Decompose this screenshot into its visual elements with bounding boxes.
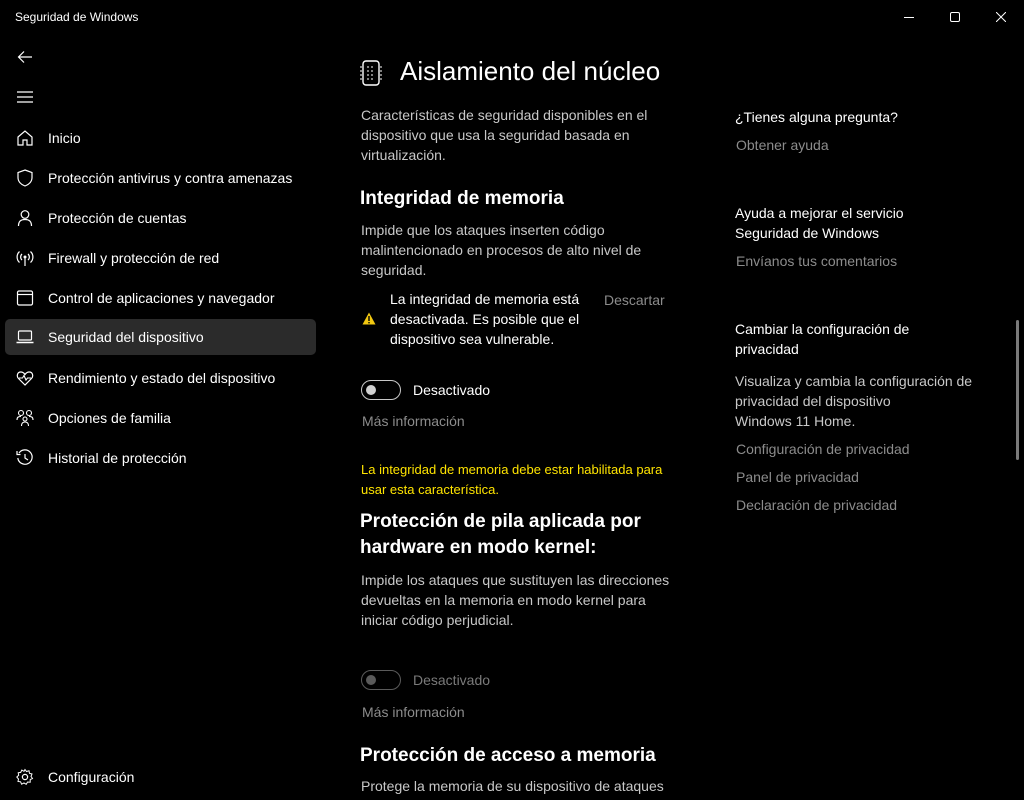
back-arrow-icon	[17, 50, 33, 64]
privacy-heading: Cambiar la configuración de privacidad	[735, 321, 910, 357]
memory-access-description: Protege la memoria de su dispositivo de ataques	[361, 778, 664, 794]
minimize-icon	[904, 12, 914, 22]
sidebar-item-aplicaciones[interactable]	[5, 280, 316, 316]
privacy-settings-link[interactable]: Configuración de privacidad	[736, 441, 910, 457]
memory-integrity-warning: La integridad de memoria está desactivada. Es posible que el dispositivo sea vulnerable.	[390, 291, 580, 347]
title-bar	[0, 0, 1024, 34]
family-icon	[15, 409, 35, 427]
history-icon	[15, 449, 35, 467]
sidebar-item-antivirus[interactable]	[5, 160, 316, 196]
intro-text: Características de seguridad disponibles en el dispositivo que usa la seguridad basada en virtualización.	[361, 107, 648, 163]
page-title: Aislamiento del núcleo	[400, 56, 661, 86]
sidebar-item-label: Opciones de familia	[48, 410, 171, 426]
scrollbar[interactable]	[1016, 320, 1019, 460]
memory-access-heading: Protección de acceso a memoria	[360, 745, 656, 766]
requirement-note: La integridad de memoria debe estar habilitada para usar esta característica.	[361, 462, 663, 497]
maximize-button[interactable]	[932, 0, 978, 34]
sidebar-item-label: Seguridad del dispositivo	[48, 329, 204, 345]
toggle-knob	[366, 675, 376, 685]
sidebar-item-dispositivo[interactable]	[5, 319, 316, 355]
close-icon	[996, 12, 1006, 22]
memory-integrity-description: Impide que los ataques inserten código malintencionado en procesos de alto nivel de seguridad.	[361, 222, 642, 278]
sidebar-item-label: Protección antivirus y contra amenazas	[48, 170, 293, 186]
more-info-link[interactable]: Más información	[362, 704, 465, 720]
person-icon	[15, 209, 35, 227]
privacy-description: Visualiza y cambia la configuración de privacidad del dispositivo Windows 11 Home.	[735, 373, 973, 429]
more-info-link[interactable]: Más información	[362, 413, 465, 429]
sidebar-item-familia[interactable]	[5, 400, 316, 436]
stack-protection-toggle-label: Desactivado	[413, 672, 491, 688]
sidebar-item-label: Firewall y protección de red	[48, 250, 220, 266]
heart-pulse-icon	[15, 369, 35, 387]
app-window-icon	[15, 289, 35, 307]
laptop-icon	[15, 328, 35, 346]
sidebar-item-label: Control de aplicaciones y navegador	[48, 290, 275, 306]
warning-icon	[362, 312, 376, 330]
sidebar-item-rendimiento[interactable]	[5, 360, 316, 396]
dismiss-button[interactable]: Descartar	[604, 292, 665, 308]
memory-integrity-toggle[interactable]	[361, 380, 401, 400]
send-feedback-link[interactable]: Envíanos tus comentarios	[736, 253, 898, 269]
shield-icon	[15, 169, 35, 187]
memory-integrity-toggle-label: Desactivado	[413, 382, 491, 398]
minimize-button[interactable]	[886, 0, 932, 34]
sidebar-item-label: Inicio	[48, 130, 81, 146]
sidebar-item-label: Configuración	[48, 769, 135, 785]
help-heading: ¿Tienes alguna pregunta?	[735, 109, 898, 125]
sidebar-item-label: Historial de protección	[48, 450, 187, 466]
sidebar-item-historial[interactable]	[5, 440, 316, 476]
core-isolation-icon	[360, 58, 384, 88]
hamburger-icon	[17, 91, 33, 103]
sidebar-item-configuracion[interactable]	[5, 759, 316, 795]
sidebar-item-firewall[interactable]	[5, 240, 316, 276]
menu-button[interactable]	[8, 82, 42, 112]
privacy-statement-link[interactable]: Declaración de privacidad	[736, 497, 898, 513]
close-button[interactable]	[978, 0, 1024, 34]
sidebar-item-cuentas[interactable]	[5, 200, 316, 236]
window-title: Seguridad de Windows	[15, 10, 139, 24]
memory-integrity-heading: Integridad de memoria	[360, 188, 564, 209]
gear-icon	[15, 768, 35, 786]
feedback-heading: Ayuda a mejorar el servicio Seguridad de Windows	[735, 205, 904, 241]
sidebar-item-inicio[interactable]	[5, 120, 316, 156]
get-help-link[interactable]: Obtener ayuda	[736, 137, 829, 153]
toggle-knob	[366, 385, 376, 395]
sidebar-item-label: Protección de cuentas	[48, 210, 187, 226]
back-button[interactable]	[8, 42, 42, 72]
stack-protection-toggle[interactable]	[361, 670, 401, 690]
maximize-icon	[950, 12, 960, 22]
wifi-antenna-icon	[15, 249, 35, 267]
stack-protection-description: Impide los ataques que sustituyen las direcciones devueltas en la memoria en modo kernel para iniciar código perjudicial.	[361, 572, 670, 628]
sidebar-item-label: Rendimiento y estado del dispositivo	[48, 370, 276, 386]
sidebar	[0, 34, 322, 800]
home-icon	[15, 129, 35, 147]
privacy-dashboard-link[interactable]: Panel de privacidad	[736, 469, 859, 485]
stack-protection-heading: Protección de pila aplicada por hardware en modo kernel:	[360, 511, 641, 558]
